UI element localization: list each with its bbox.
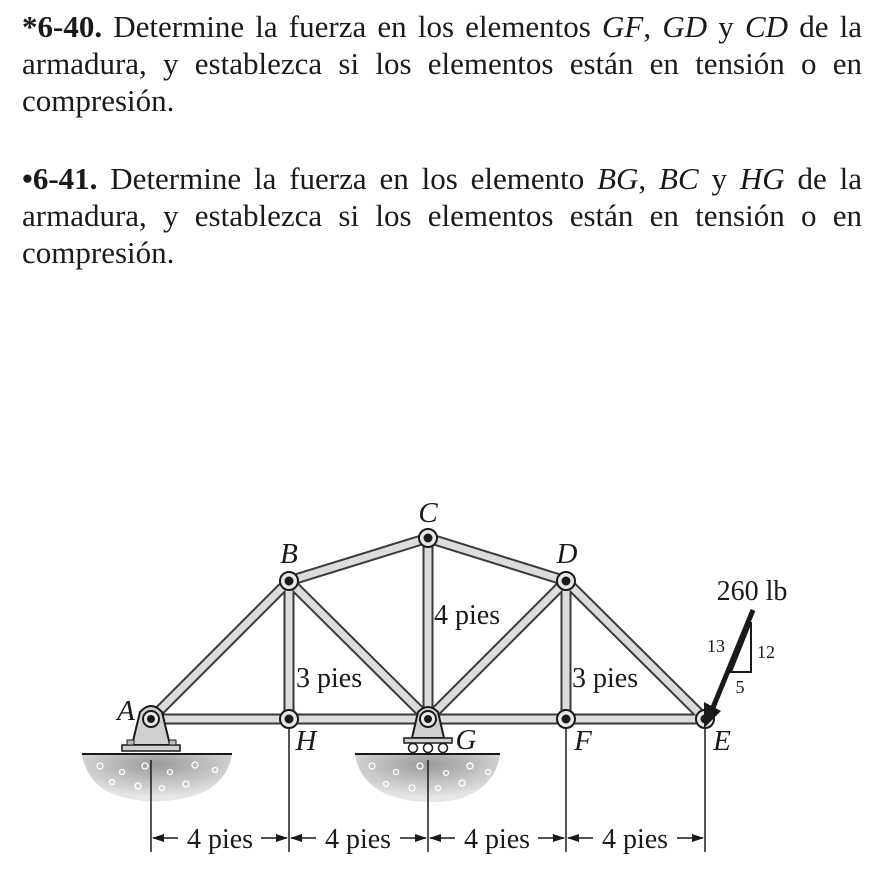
problem-number: *6-40.	[22, 9, 103, 44]
dimension-label-ah: 4 pies	[186, 824, 254, 855]
problem-6-41	[22, 160, 862, 271]
node-label-f: F	[574, 725, 592, 757]
joint-g	[420, 711, 436, 727]
problem-text: Determine la fuerza en los elementos GF, GD y CD de la armadura, y establezca si los elementos están en tensión o en compresión.	[22, 9, 863, 118]
slope-vertical: 12	[757, 642, 775, 662]
joint-c	[419, 529, 437, 547]
joint-f	[557, 710, 575, 728]
node-label-b: B	[280, 538, 298, 570]
problem-number: •6-41.	[22, 161, 98, 196]
slope-horizontal: 5	[735, 677, 745, 697]
joint-b	[280, 572, 298, 590]
dimension-label-fe: 4 pies	[601, 824, 669, 855]
node-label-g: G	[455, 724, 477, 756]
dimension-label-hg: 4 pies	[324, 824, 392, 855]
problem-6-40	[22, 8, 862, 119]
height-label-bh: 3 pies	[296, 663, 363, 694]
node-label-d: D	[556, 538, 578, 570]
dimension-label-gf: 4 pies	[463, 824, 531, 855]
height-label-cg: 4 pies	[434, 600, 501, 631]
node-label-a: A	[117, 695, 135, 727]
joint-a	[143, 711, 159, 727]
load-value: 260 lb	[716, 576, 788, 607]
load-arrow	[704, 610, 753, 728]
node-label-h: H	[295, 725, 317, 757]
ground-left	[82, 754, 232, 801]
joint-d	[557, 572, 575, 590]
node-label-c: C	[418, 497, 438, 529]
slope-triangle	[731, 622, 751, 672]
truss-figure	[0, 490, 885, 896]
problem-text: Determine la fuerza en los elemento BG, BC y HG de la armadura, y establezca si los elementos están en tensión o en compresión.	[22, 161, 862, 270]
height-label-df: 3 pies	[572, 663, 639, 694]
slope-hypotenuse: 13	[707, 636, 725, 656]
node-label-e: E	[713, 725, 731, 757]
